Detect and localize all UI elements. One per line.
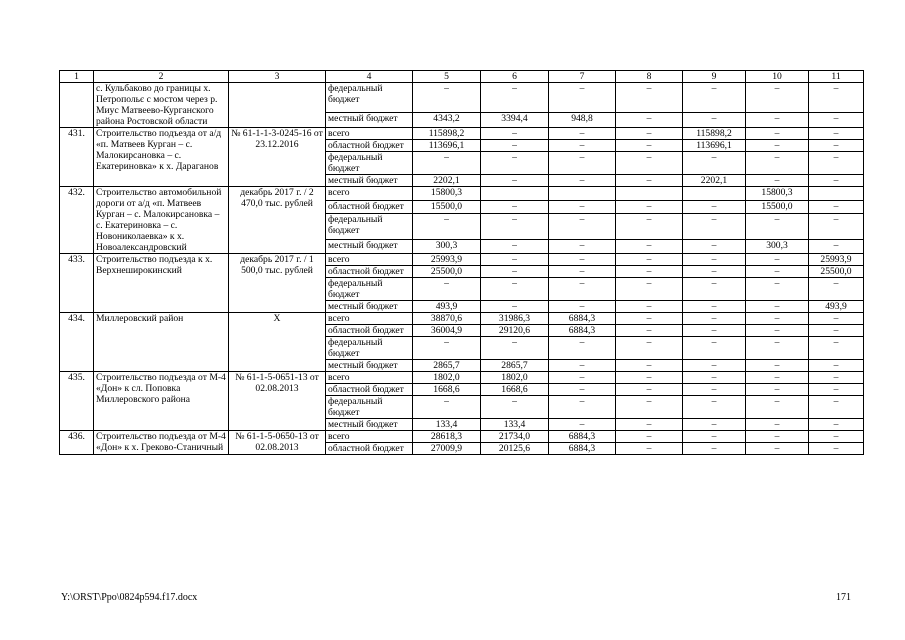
amount-cell: 300,3: [413, 240, 481, 254]
amount-cell: –: [549, 384, 616, 396]
amount-cell: –: [809, 313, 864, 325]
amount-cell: –: [683, 266, 746, 278]
amount-cell: 36004,9: [413, 325, 481, 337]
amount-cell: –: [549, 240, 616, 254]
amount-cell: –: [481, 254, 549, 266]
funding-source: федеральный бюджет: [326, 152, 413, 175]
amount-cell: –: [549, 301, 616, 313]
amount-cell: –: [481, 301, 549, 313]
amount-cell: 300,3: [746, 240, 809, 254]
amount-cell: 6884,3: [549, 443, 616, 455]
funding-source: местный бюджет: [326, 112, 413, 127]
table-row: [60, 254, 864, 266]
amount-cell: –: [616, 419, 683, 431]
amount-cell: [549, 187, 616, 201]
amount-cell: 1668,6: [481, 384, 549, 396]
column-number-row: [60, 71, 864, 83]
amount-cell: –: [746, 419, 809, 431]
row-number: 436.: [60, 431, 94, 455]
amount-cell: –: [809, 419, 864, 431]
object-name: Строительство автомобильной дороги от а/д «п. Матвеев Курган – с. Малокирсановка – с. Екатериновка – с. Новониколаевка» к х. Новоалександровский: [94, 187, 229, 254]
table-row: [60, 128, 864, 140]
column-number: 6: [481, 71, 549, 83]
amount-cell: –: [746, 313, 809, 325]
amount-cell: 25500,0: [809, 266, 864, 278]
amount-cell: –: [809, 140, 864, 152]
amount-cell: –: [683, 431, 746, 443]
amount-cell: –: [616, 83, 683, 113]
project-document: [229, 83, 326, 128]
amount-cell: –: [746, 372, 809, 384]
amount-cell: –: [683, 83, 746, 113]
table-row: [60, 187, 864, 201]
funding-source: местный бюджет: [326, 419, 413, 431]
amount-cell: –: [809, 384, 864, 396]
column-number: 1: [60, 71, 94, 83]
amount-cell: 2202,1: [413, 175, 481, 187]
column-number: 5: [413, 71, 481, 83]
amount-cell: [616, 187, 683, 201]
amount-cell: –: [616, 140, 683, 152]
amount-cell: 1802,0: [481, 372, 549, 384]
amount-cell: –: [616, 301, 683, 313]
amount-cell: 1802,0: [413, 372, 481, 384]
amount-cell: 4343,2: [413, 112, 481, 127]
amount-cell: –: [549, 83, 616, 113]
amount-cell: –: [549, 254, 616, 266]
amount-cell: –: [809, 278, 864, 301]
object-name: Строительство подъезда от М-4 «Дон» к сл. Поповка Миллеровского района: [94, 372, 229, 431]
object-name: с. Кульбаково до границы х. Петропольє с мостом через р. Миус Матвеево-Курганского района Ростовской области: [94, 83, 229, 128]
amount-cell: –: [809, 152, 864, 175]
amount-cell: –: [549, 152, 616, 175]
amount-cell: –: [746, 83, 809, 113]
amount-cell: –: [746, 266, 809, 278]
amount-cell: –: [616, 214, 683, 240]
row-number: 433.: [60, 254, 94, 313]
funding-source: областной бюджет: [326, 325, 413, 337]
amount-cell: –: [809, 360, 864, 372]
amount-cell: –: [809, 443, 864, 455]
amount-cell: –: [549, 266, 616, 278]
column-number: 2: [94, 71, 229, 83]
amount-cell: [683, 187, 746, 201]
amount-cell: 31986,3: [481, 313, 549, 325]
amount-cell: –: [809, 431, 864, 443]
amount-cell: 29120,6: [481, 325, 549, 337]
amount-cell: –: [616, 443, 683, 455]
amount-cell: –: [481, 128, 549, 140]
amount-cell: –: [746, 278, 809, 301]
amount-cell: 133,4: [413, 419, 481, 431]
amount-cell: –: [616, 240, 683, 254]
funding-source: местный бюджет: [326, 301, 413, 313]
amount-cell: –: [481, 396, 549, 419]
amount-cell: 115898,2: [683, 128, 746, 140]
funding-source: федеральный бюджет: [326, 337, 413, 360]
object-name: Строительство подъезда от М-4 «Дон» к х. Греково-Станичный: [94, 431, 229, 455]
amount-cell: –: [549, 337, 616, 360]
funding-source: всего: [326, 431, 413, 443]
amount-cell: 25993,9: [809, 254, 864, 266]
funding-source: областной бюджет: [326, 140, 413, 152]
amount-cell: –: [746, 301, 809, 313]
amount-cell: –: [746, 214, 809, 240]
amount-cell: 133,4: [481, 419, 549, 431]
budget-table: [59, 70, 864, 455]
amount-cell: –: [683, 360, 746, 372]
row-number: 435.: [60, 372, 94, 431]
funding-source: областной бюджет: [326, 384, 413, 396]
table-row: [60, 372, 864, 384]
amount-cell: –: [683, 337, 746, 360]
amount-cell: –: [616, 128, 683, 140]
funding-source: всего: [326, 313, 413, 325]
amount-cell: –: [683, 301, 746, 313]
amount-cell: –: [481, 83, 549, 113]
amount-cell: –: [746, 360, 809, 372]
amount-cell: –: [683, 419, 746, 431]
amount-cell: 6884,3: [549, 431, 616, 443]
page-number: 171: [836, 592, 851, 603]
amount-cell: –: [481, 200, 549, 214]
amount-cell: 25993,9: [413, 254, 481, 266]
amount-cell: –: [683, 396, 746, 419]
amount-cell: –: [481, 214, 549, 240]
amount-cell: –: [683, 152, 746, 175]
amount-cell: –: [746, 396, 809, 419]
amount-cell: –: [616, 325, 683, 337]
amount-cell: 113696,1: [413, 140, 481, 152]
amount-cell: 3394,4: [481, 112, 549, 127]
amount-cell: –: [683, 278, 746, 301]
amount-cell: 25500,0: [413, 266, 481, 278]
amount-cell: 2865,7: [481, 360, 549, 372]
amount-cell: 2865,7: [413, 360, 481, 372]
row-number: [60, 83, 94, 128]
funding-source: областной бюджет: [326, 266, 413, 278]
amount-cell: –: [746, 152, 809, 175]
amount-cell: –: [809, 337, 864, 360]
amount-cell: –: [809, 175, 864, 187]
amount-cell: –: [683, 325, 746, 337]
project-document: № 61-1-5-0651-13 от 02.08.2013: [229, 372, 326, 431]
amount-cell: –: [481, 278, 549, 301]
column-number: 4: [326, 71, 413, 83]
amount-cell: –: [413, 152, 481, 175]
amount-cell: [481, 187, 549, 201]
amount-cell: –: [746, 384, 809, 396]
funding-source: всего: [326, 128, 413, 140]
amount-cell: 6884,3: [549, 325, 616, 337]
amount-cell: 6884,3: [549, 313, 616, 325]
amount-cell: –: [549, 278, 616, 301]
amount-cell: –: [549, 419, 616, 431]
amount-cell: –: [616, 200, 683, 214]
amount-cell: –: [683, 254, 746, 266]
amount-cell: –: [809, 396, 864, 419]
amount-cell: –: [746, 175, 809, 187]
amount-cell: –: [746, 443, 809, 455]
amount-cell: –: [616, 384, 683, 396]
column-number: 3: [229, 71, 326, 83]
funding-source: местный бюджет: [326, 175, 413, 187]
table-row: [60, 431, 864, 443]
amount-cell: –: [616, 431, 683, 443]
amount-cell: –: [809, 128, 864, 140]
project-document: № 61-1-1-3-0245-16 от 23.12.2016: [229, 128, 326, 187]
amount-cell: –: [616, 313, 683, 325]
funding-source: федеральный бюджет: [326, 396, 413, 419]
amount-cell: 948,8: [549, 112, 616, 127]
amount-cell: 493,9: [809, 301, 864, 313]
amount-cell: –: [549, 396, 616, 419]
amount-cell: –: [746, 254, 809, 266]
amount-cell: –: [616, 152, 683, 175]
amount-cell: –: [616, 278, 683, 301]
amount-cell: –: [683, 112, 746, 127]
amount-cell: –: [481, 140, 549, 152]
amount-cell: –: [413, 337, 481, 360]
amount-cell: –: [481, 240, 549, 254]
amount-cell: –: [809, 200, 864, 214]
object-name: Миллеровский район: [94, 313, 229, 372]
amount-cell: –: [683, 200, 746, 214]
amount-cell: 15800,3: [413, 187, 481, 201]
funding-source: местный бюджет: [326, 240, 413, 254]
object-name: Строительство подъезда к х. Верхнеширокинский: [94, 254, 229, 313]
amount-cell: 28618,3: [413, 431, 481, 443]
amount-cell: –: [549, 140, 616, 152]
amount-cell: –: [413, 214, 481, 240]
amount-cell: –: [413, 83, 481, 113]
amount-cell: –: [616, 337, 683, 360]
row-number: 434.: [60, 313, 94, 372]
amount-cell: 15500,0: [746, 200, 809, 214]
amount-cell: –: [549, 175, 616, 187]
amount-cell: –: [616, 396, 683, 419]
object-name: Строительство подъезда от а/д «п. Матвеев Курган – с. Малокирсановка – с. Екатериновка» к х. Дараганов: [94, 128, 229, 187]
amount-cell: 38870,6: [413, 313, 481, 325]
amount-cell: –: [413, 396, 481, 419]
amount-cell: 20125,6: [481, 443, 549, 455]
project-document: декабрь 2017 г. / 2 470,0 тыс. рублей: [229, 187, 326, 254]
funding-source: федеральный бюджет: [326, 214, 413, 240]
amount-cell: [809, 187, 864, 201]
amount-cell: –: [549, 128, 616, 140]
table-row: [60, 313, 864, 325]
amount-cell: –: [746, 140, 809, 152]
amount-cell: –: [549, 214, 616, 240]
amount-cell: –: [481, 152, 549, 175]
amount-cell: –: [481, 337, 549, 360]
amount-cell: –: [746, 325, 809, 337]
row-number: 432.: [60, 187, 94, 254]
project-document: № 61-1-5-0650-13 от 02.08.2013: [229, 431, 326, 455]
amount-cell: –: [549, 372, 616, 384]
amount-cell: –: [683, 240, 746, 254]
funding-source: всего: [326, 372, 413, 384]
amount-cell: –: [746, 128, 809, 140]
amount-cell: –: [616, 112, 683, 127]
amount-cell: –: [481, 266, 549, 278]
amount-cell: 2202,1: [683, 175, 746, 187]
amount-cell: –: [809, 240, 864, 254]
project-document: декабрь 2017 г. / 1 500,0 тыс. рублей: [229, 254, 326, 313]
amount-cell: 113696,1: [683, 140, 746, 152]
amount-cell: –: [683, 214, 746, 240]
document-path: Y:\ORST\Ppo\0824p594.f17.docx: [61, 592, 198, 603]
amount-cell: –: [746, 431, 809, 443]
amount-cell: –: [549, 200, 616, 214]
funding-source: местный бюджет: [326, 360, 413, 372]
amount-cell: –: [683, 313, 746, 325]
amount-cell: 1668,6: [413, 384, 481, 396]
amount-cell: 21734,0: [481, 431, 549, 443]
column-number: 10: [746, 71, 809, 83]
amount-cell: –: [683, 443, 746, 455]
amount-cell: –: [809, 83, 864, 113]
amount-cell: –: [616, 360, 683, 372]
amount-cell: –: [746, 337, 809, 360]
amount-cell: –: [413, 278, 481, 301]
funding-source: федеральный бюджет: [326, 278, 413, 301]
funding-source: областной бюджет: [326, 200, 413, 214]
funding-source: областной бюджет: [326, 443, 413, 455]
amount-cell: –: [616, 266, 683, 278]
column-number: 9: [683, 71, 746, 83]
project-document: Х: [229, 313, 326, 372]
funding-source: всего: [326, 187, 413, 201]
amount-cell: 27009,9: [413, 443, 481, 455]
amount-cell: –: [809, 214, 864, 240]
amount-cell: –: [616, 254, 683, 266]
table-row: [60, 83, 864, 113]
amount-cell: –: [549, 360, 616, 372]
column-number: 11: [809, 71, 864, 83]
amount-cell: 115898,2: [413, 128, 481, 140]
amount-cell: 15800,3: [746, 187, 809, 201]
row-number: 431.: [60, 128, 94, 187]
amount-cell: –: [616, 372, 683, 384]
amount-cell: –: [809, 112, 864, 127]
amount-cell: –: [683, 384, 746, 396]
funding-source: федеральный бюджет: [326, 83, 413, 113]
amount-cell: –: [616, 175, 683, 187]
amount-cell: –: [746, 112, 809, 127]
amount-cell: –: [683, 372, 746, 384]
funding-source: всего: [326, 254, 413, 266]
amount-cell: 15500,0: [413, 200, 481, 214]
amount-cell: –: [809, 325, 864, 337]
amount-cell: –: [809, 372, 864, 384]
amount-cell: –: [481, 175, 549, 187]
amount-cell: 493,9: [413, 301, 481, 313]
column-number: 8: [616, 71, 683, 83]
column-number: 7: [549, 71, 616, 83]
